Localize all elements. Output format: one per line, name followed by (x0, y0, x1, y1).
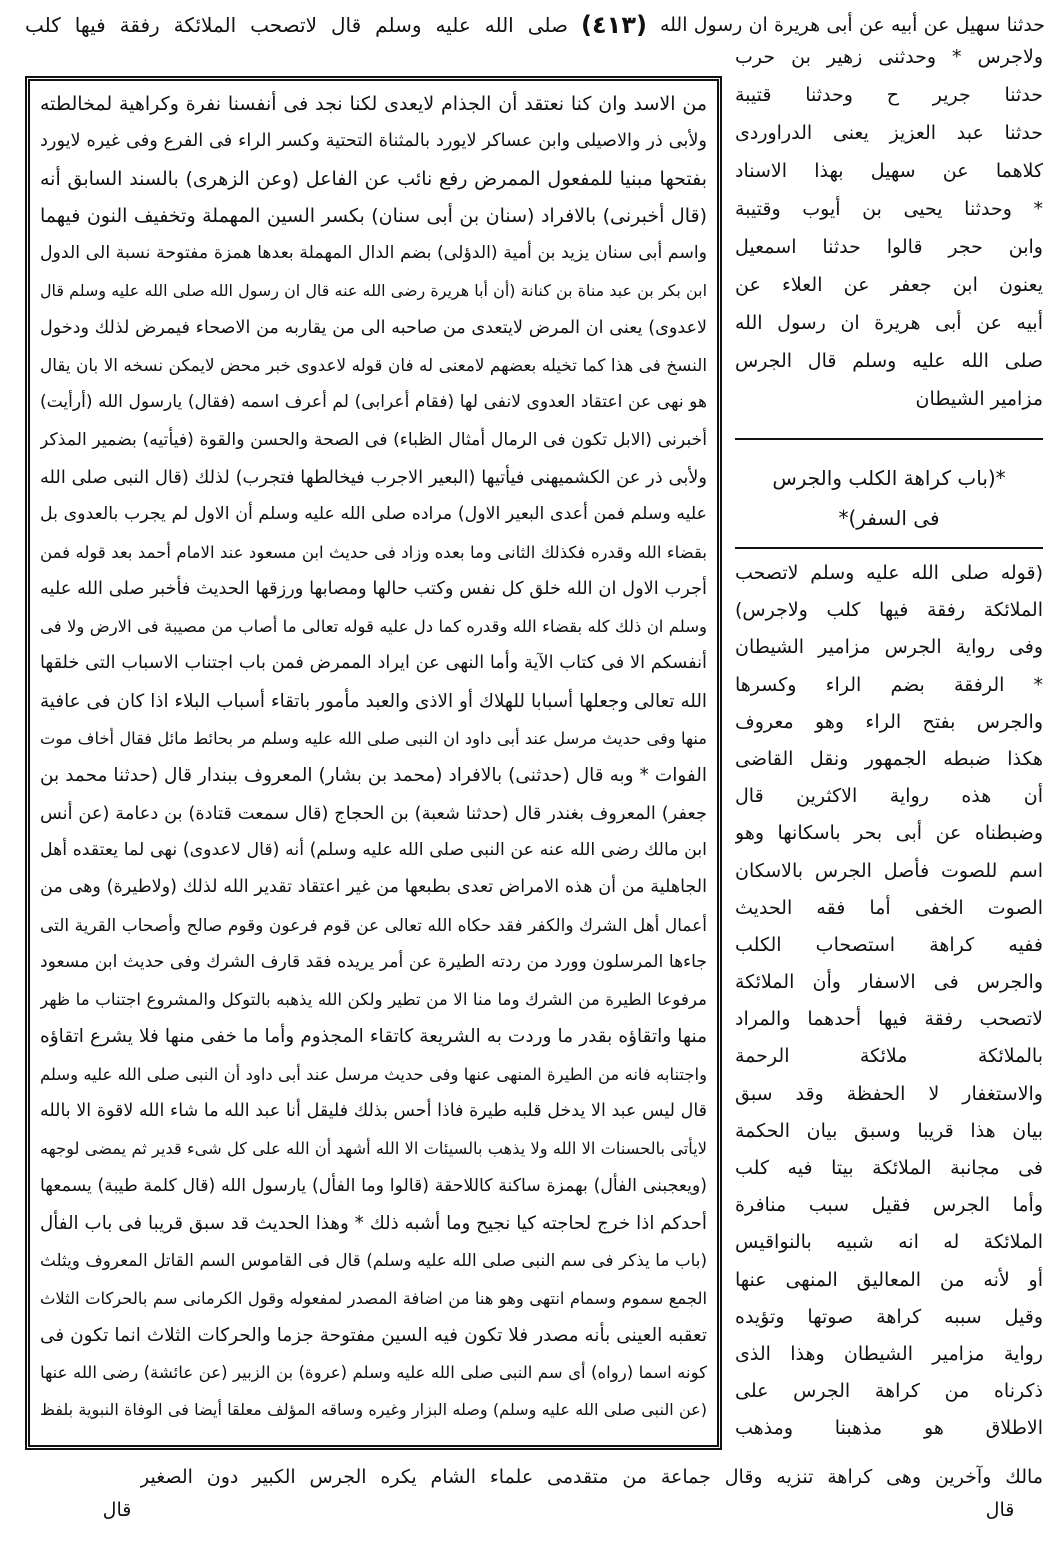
chapter-title-line: فى السفر)* (838, 506, 940, 530)
commentary-line: لايأتى بالحسنات الا الله ولا يذهب بالسيئات الا الله أشهد أن الله على كل شىء قدير ثم يمضى لوجهه (40, 1139, 707, 1159)
nawawi-line: فى مجانبة الملائكة بيتا فيه كلب (735, 1157, 1043, 1179)
nawawi-line: والجرس بفتح الراء وهو معروف (735, 710, 1043, 733)
commentary-line: منها واتقاؤه بقدر ما وردت به الشريعة كاتقاء المجذوم وأما ما خفى منها فلا يشرع اتقاؤه (40, 1026, 707, 1048)
nawawi-line: * الرفقة بضم الراء وكسرها (735, 673, 1043, 696)
nawawi-line: الصوت الخفى أما فقه الحديث (735, 896, 1043, 919)
nawawi-commentary (735, 555, 1043, 1448)
nawawi-line: وفى رواية الجرس مزامير الشيطان (735, 636, 1043, 659)
header-text-left: صلى الله عليه وسلم قال لاتصحب الملائكة رفقة فيها كلب (25, 13, 568, 37)
commentary-line: جاءها المرسلون وورد من ردته الطيرة عن أمر يريده فقد قارف الشرك وفى حديث ابن مسعود (40, 951, 707, 972)
commentary-line: (قال أخبرنى) بالافراد (سنان بن أبى سنان) بكسر السين المهملة وتخفيف النون فيهما (40, 204, 707, 227)
catchword-left: قال (102, 1499, 132, 1521)
hadith-line: أبيه عن أبى هريرة ان رسول الله (735, 312, 1043, 334)
separator-rule (735, 438, 1043, 440)
nawawi-line: هكذا ضبطه الجمهور ونقل القاضى (735, 747, 1043, 770)
commentary-line: لاعدوى) يعنى ان المرض لايتعدى من صاحبه الى من يقاربه من الاصحاء فيمرض لذلك ودخول (40, 317, 707, 338)
commentary-line: واسم أبى سنان يزيد بن أمية (الدؤلى) بضم الدال المهملة بعدها همزة مفتوحة نسبة الى الدول (40, 243, 707, 264)
hadith-line: مزامير الشيطان (915, 388, 1043, 410)
hadith-line: ولاجرس * وحدثنى زهير بن حرب (735, 46, 1043, 68)
commentary-line: تعقبه العينى بأنه مصدر فلا تكون فيه السين مفتوحة جزما والحركات الثلاث انما تكون فى (40, 1324, 707, 1346)
separator-rule (735, 547, 1043, 549)
nawawi-line: وأما الجرس فقيل سبب منافرة (735, 1194, 1043, 1217)
commentary-line: (باب ما يذكر فى سم النبى صلى الله عليه وسلم) قال فى القاموس السم القاتل المعروف ويثلث (40, 1250, 707, 1271)
commentary-line: أحدكم اذا خرج لحاجته كيا نجيح وما أشبه ذلك * وهذا الحديث قد سبق قريبا فى باب الفأل (40, 1212, 707, 1234)
nawawi-line: بالملائكة ملائكة الرحمة (735, 1045, 1043, 1068)
commentary-line: عليه وسلم فمن أعدى البعير الاول) مراده صلى الله عليه وسلم أن الاول لم يجرب بالعدوى بل (40, 504, 707, 525)
commentary-line: منها وفى حديث مرسل عند أبى داود ان النبى صلى الله عليه وسلم مر بحائط مائل فقال أخاف موت (40, 729, 707, 749)
chapter-title (735, 458, 1043, 538)
commentary-line: الجمع سموم وسمام انتهى وهو هنا من اضافة المصدر لمفعوله وقول الكرمانى سم بالحركات الثلاث (40, 1288, 707, 1308)
footer-line: مالك وآخرين وهى كراهة تنزيه وقال جماعة من متقدمى علماء الشام يكره الجرس الكبير دون الصغير (140, 1466, 1043, 1488)
commentary-line: أنفسكم الا فى كتاب الآية وأما النهى عن ايراد الممرض فمن باب اجتناب الاسباب التى خلقها (40, 653, 707, 674)
hadith-line: وابن حجر قالوا حدثنا اسمعيل (735, 236, 1043, 258)
nawawi-line: ففيه كراهة استصحاب الكلب (735, 933, 1043, 956)
commentary-line: بفتحها مبنيا للمفعول الممرض رفع نائب عن الفاعل (وعن الزهرى) بالسند السابق أنه (40, 167, 707, 190)
nawawi-line: الملائكة رفقة فيها كلب ولاجرس) (735, 599, 1043, 622)
commentary-line: الله تعالى وجعلها أسبابا للهلاك أو الاذى والعبد مأمور باتقاء أسباب البلاء اذا كان فى عافية (40, 690, 707, 712)
header-text-right: حدثنا سهيل عن أبيه عن أبى هريرة ان رسول الله (660, 14, 1045, 36)
commentary-line: أعمال أهل الشرك والكفر فقد حكاه الله تعالى عن قوم فرعون وقوم صالح وأصحاب القرية التى (40, 914, 707, 935)
commentary-line: النسخ فى هذا كما تخيله بعضهم لامعنى له فان قوله لاعدوى خبر محض لايمكن نسخه الا بان يقال (40, 355, 707, 376)
hadith-line: * وحدثنا يحيى بن أيوب وقتيبة (735, 198, 1043, 220)
commentary-line: الجاهلية من أن هذه الامراض تعدى بطبعها من غير اعتقاد تقدير الله لذلك (ولاطيرة) وهى من (40, 877, 707, 898)
main-column (735, 0, 1043, 1455)
nawawi-line: الاطلاق هو مذهبنا ومذهب (735, 1417, 1043, 1440)
commentary-line: بقضاء الله وقدره فكذلك الثانى وما بعده وزاد فى حديث ابن مسعود عند الامام أحمد بعد قوله فمن (40, 542, 707, 562)
hadith-line: حدثنا جرير ح وحدثنا قتيبة (735, 84, 1043, 106)
hadith-line: كلاهما عن سهيل بهذا الاسناد (735, 160, 1043, 182)
commentary-line: أخبرنى (الابل تكون فى الرمال أمثال الظباء) فى الصحة والحسن والقوة (فيأتيه) بضمير المذكر (40, 429, 707, 450)
commentary-line: مرفوعا الطيرة من الشرك وما منا الا من تطير ولكن الله يذهبه بالتوكل والمشروع اجتناب ما ظهر (40, 989, 707, 1010)
nawawi-line: والجرس فى الاسفار وأن الملائكة (735, 971, 1043, 994)
nawawi-line: رواية مزامير الشيطان وهذا الذى (735, 1342, 1043, 1365)
nawawi-line: وضبطناه عن أبى بحر باسكانها وهو (735, 822, 1043, 845)
nawawi-line: بيان هذا قريبا وسبق بيان الحكمة (735, 1119, 1043, 1142)
commentary-line: قال ليس عبد الا يدخل قلبه طيرة فاذا أحس بذلك فليقل أنا عبد الله ما شاء الله لاقوة الا بالله (40, 1101, 707, 1122)
commentary-line: أجرب الاول ان الله خلق كل نفس وكتب حالها ومصابها ورزقها الحديث فأخبر صلى الله عليه (40, 578, 707, 599)
commentary-line: كونه اسما (رواه) أى سم النبى صلى الله عليه وسلم (عروة) بن الزبير (عن عائشة) رضى الله عنها (40, 1363, 707, 1383)
commentary-box (25, 76, 722, 1450)
chapter-title-line: *(باب كراهة الكلب والجرس (772, 466, 1006, 490)
nawawi-line: الملائكة له انه شبيه بالنواقيس (735, 1231, 1043, 1254)
nawawi-line: (قوله صلى الله عليه وسلم لاتصحب (735, 562, 1043, 584)
commentary-line: واجتنابه فانه من الطيرة المنهى عنها وفى حديث مرسل عند أبى داود أن النبى صلى الله عليه وسلم (40, 1064, 707, 1084)
commentary-line: جعفر) المعروف بغندر قال (حدثنا شعبة) بن الحجاج (قال سمعت قتادة) بن دعامة (عن أنس (40, 802, 707, 824)
hadith-line: يعنون ابن جعفر عن العلاء عن (735, 274, 1043, 296)
nawawi-line: ذكرناه من كراهة الجرس على (735, 1380, 1043, 1403)
nawawi-line: لاتصحب رفقة فيها أحدهما والمراد (735, 1008, 1043, 1031)
nawawi-line: والاستغفار لا الحفظة وقد سبق (735, 1082, 1043, 1105)
hadith-text (735, 38, 1043, 418)
commentary-line: هو نهى عن اعتقاد العدوى لانفى لها (فقام أعرابى) لم أعرف اسمه (فقال) يارسول الله (أرأيت) (40, 392, 707, 413)
commentary-line: من الاسد وان كنا نعتقد أن الجذام لايعدى لكنا نجد فى أنفسنا نفرة وكراهية لمخالطته (40, 93, 707, 115)
hadith-line: حدثنا عبد العزيز يعنى الدراوردى (735, 122, 1043, 144)
commentary-line: ولأبى ذر والاصيلى وابن عساكر لايورد بالمثناة التحتية وكسر الراء فى الفرع وفى غيره لايورد (40, 131, 707, 152)
commentary-line: وسلم ان ذلك كله بقضاء الله وقدره كما دل عليه قوله تعالى ما أصاب من مصيبة فى الارض ولا فى (40, 617, 707, 637)
commentary-line: الفوات * وبه قال (حدثنى) بالافراد (محمد بن بشار) المعروف ببندار قال (حدثنا محمد بن (40, 765, 707, 787)
commentary-line: (ويعجبنى الفأل) بهمزة ساكنة كاللاحقة (قالوا وما الفأل) يارسول الله (قال كلمة طيبة) يسمعها (40, 1175, 707, 1196)
nawawi-line: أن هذه رواية الاكثرين قال (735, 785, 1043, 808)
nawawi-line: أو لأنه من المعاليق المنهى عنها (735, 1268, 1043, 1291)
commentary-line: ولأبى ذر عن الكشميهنى فيأتيها (البعير الاجرب فيخالطها فتجرب) لذلك (قال النبى صلى الله (40, 466, 707, 488)
commentary-line: ابن بكر بن عبد مناة بن كنانة (أن أبا هريرة رضى الله عنه قال ان رسول الله صلى الله عليه وسلم قال (40, 281, 707, 301)
nawawi-line: اسم للصوت فأصل الجرس بالاسكان (735, 859, 1043, 882)
catchword-right: قال (985, 1499, 1015, 1521)
commentary-line: ابن مالك رضى الله عنه عن النبى صلى الله عليه وسلم) أنه (قال لاعدوى) نهى لما يعتقده أهل (40, 839, 707, 860)
page-number: (٤١٣) (581, 11, 647, 39)
nawawi-line: وقيل سببه كراهة صوتها وتؤيده (735, 1305, 1043, 1328)
hadith-line: صلى الله عليه وسلم قال الجرس (735, 350, 1043, 372)
commentary-line: (عن النبى صلى الله عليه وسلم) وصله البزار وغيره وساقه المؤلف معلقا أيضا فى الوفاة النبوية بلفظ (40, 1400, 707, 1420)
